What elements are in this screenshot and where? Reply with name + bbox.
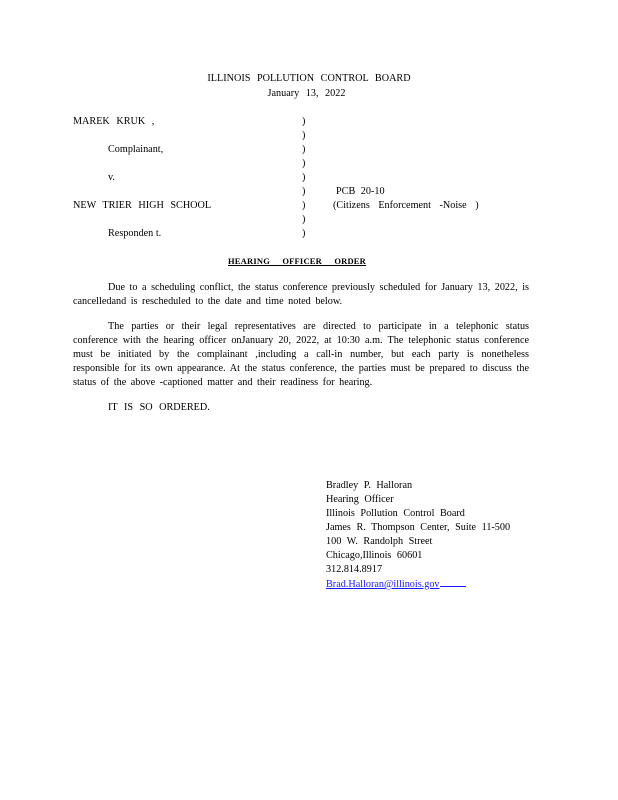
paragraph-text: Due to a scheduling conflict, the status conference previously scheduled for January 13, 2022, is cancelledand is rescheduled to the date and time noted below. bbox=[73, 282, 529, 307]
email-underline-tail bbox=[440, 577, 466, 587]
order-date: January 13, 2022 bbox=[267, 88, 346, 99]
order-title: HEARING OFFICER ORDER bbox=[228, 256, 367, 266]
closing-statement: IT IS SO ORDERED. bbox=[108, 402, 210, 413]
caption-paren: ) bbox=[302, 228, 306, 239]
caption-paren: ) bbox=[302, 172, 306, 183]
board-name: ILLINOIS POLLUTION CONTROL BOARD bbox=[207, 73, 411, 84]
complainant-name: MAREK KRUK , bbox=[73, 116, 155, 127]
caption-paren: ) bbox=[302, 116, 306, 127]
signer-org: Illinois Pollution Control Board bbox=[326, 508, 465, 519]
signer-city: Chicago,Illinois 60601 bbox=[326, 550, 423, 561]
signer-building: James R. Thompson Center, Suite 11-500 bbox=[326, 522, 511, 533]
respondent-name: NEW TRIER HIGH SCHOOL bbox=[73, 200, 212, 211]
respondent-role: Responden t. bbox=[108, 228, 162, 239]
caption-paren: ) bbox=[302, 158, 306, 169]
case-number: PCB 20-10 bbox=[336, 186, 385, 197]
paragraph-instructions bbox=[73, 320, 529, 390]
paragraph-text: The parties or their legal representatives are directed to participate in a telephonic status conference with the hearing officer onJanuary 20, 2022, at 10:30 a.m. The telephonic status conference must be initiated by the complainant ,including a call-in number, but each party is nonetheless responsible for its own appearance. At the status conference, the parties must be prepared to discuss the status of the above -captioned matter and their readiness for hearing. bbox=[73, 321, 529, 388]
signer-name: Bradley P. Halloran bbox=[326, 480, 413, 491]
caption-paren: ) bbox=[302, 130, 306, 141]
signer-email-link[interactable]: Brad.Halloran@illinois.gov bbox=[326, 579, 440, 590]
caption-paren: ) bbox=[302, 144, 306, 155]
versus-label: v. bbox=[108, 172, 115, 183]
case-type: (Citizens Enforcement -Noise ) bbox=[333, 200, 479, 211]
paragraph-reschedule bbox=[73, 281, 529, 309]
caption-paren: ) bbox=[302, 214, 306, 225]
signer-title: Hearing Officer bbox=[326, 494, 394, 505]
complainant-role: Complainant, bbox=[108, 144, 164, 155]
caption-paren: ) bbox=[302, 200, 306, 211]
signer-phone: 312.814.8917 bbox=[326, 564, 383, 575]
caption-paren: ) bbox=[302, 186, 306, 197]
signer-street: 100 W. Randolph Street bbox=[326, 536, 433, 547]
signature-block bbox=[326, 479, 510, 592]
